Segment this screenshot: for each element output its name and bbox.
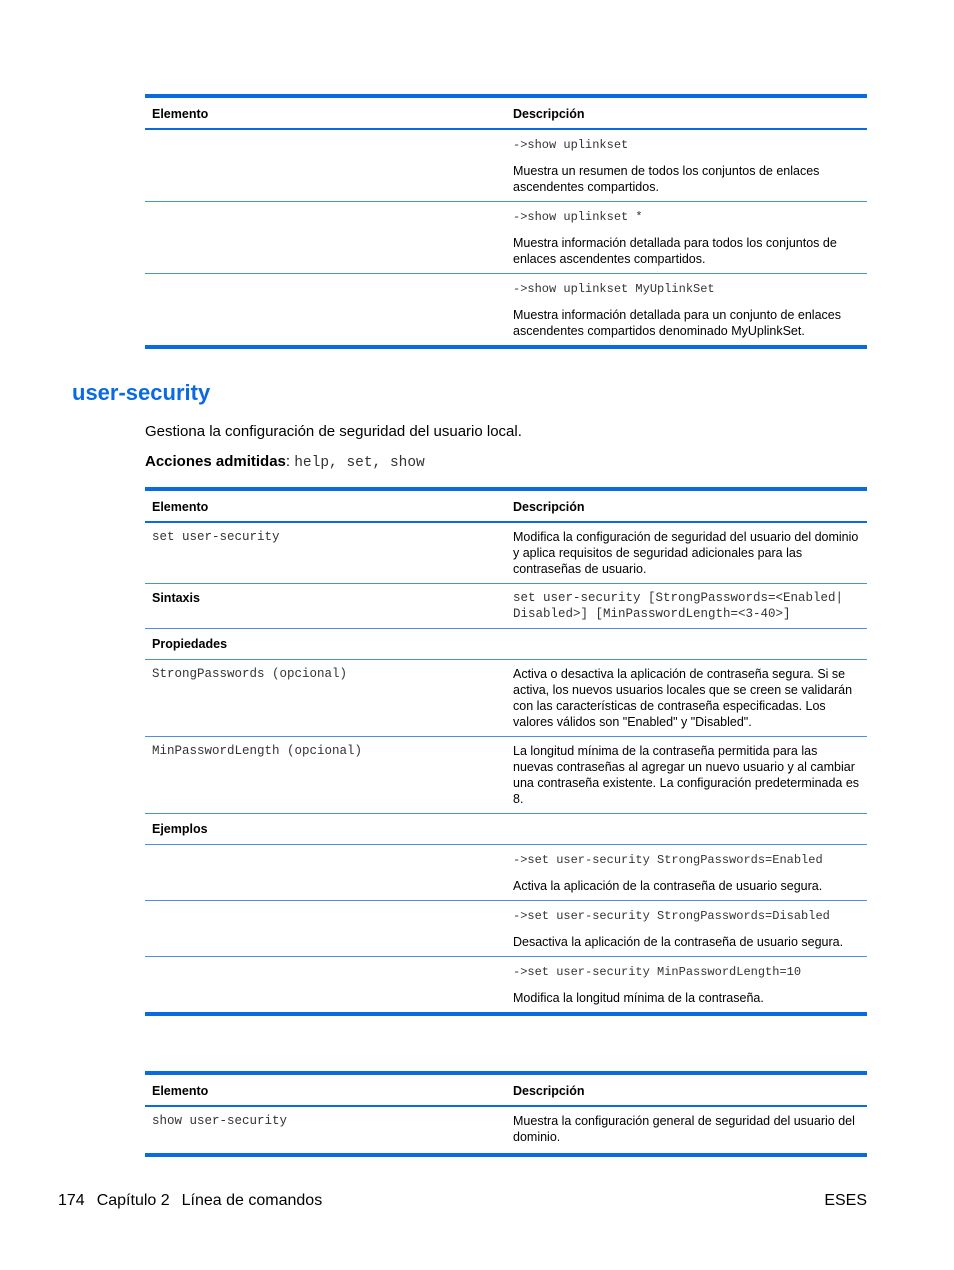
col-header-descripcion: Descripción xyxy=(506,96,867,129)
cell-descripcion xyxy=(506,901,867,957)
description-text: Desactiva la aplicación de la contraseña de usuario segura. xyxy=(513,935,844,949)
cell-empty xyxy=(145,845,506,901)
cell-elemento xyxy=(145,129,506,202)
chapter-label: Capítulo 2 xyxy=(96,1192,170,1209)
cell-empty xyxy=(506,629,867,660)
cell-elemento: MinPasswordLength (opcional) xyxy=(145,737,506,814)
command-text: ->show uplinkset MyUplinkSet xyxy=(513,282,715,296)
table-row xyxy=(145,814,867,845)
col-header-elemento: Elemento xyxy=(145,1073,506,1106)
table-row xyxy=(145,660,867,737)
cell-descripcion xyxy=(506,957,867,1015)
syntax-line: set user-security [StrongPasswords=<Enabled| xyxy=(513,591,844,605)
cell-elemento: show user-security xyxy=(145,1106,506,1155)
cell-sintaxis-label: Sintaxis xyxy=(145,584,506,629)
syntax-line: Disabled>] [MinPasswordLength=<3-40>] xyxy=(513,607,791,621)
table-row xyxy=(145,901,867,957)
cell-elemento: StrongPasswords (opcional) xyxy=(145,660,506,737)
cell-empty xyxy=(506,814,867,845)
page-number: 174 xyxy=(58,1192,85,1209)
cell-elemento xyxy=(145,202,506,274)
table-row xyxy=(145,737,867,814)
supported-actions xyxy=(145,453,425,471)
table-row xyxy=(145,129,867,202)
user-security-table xyxy=(145,487,867,1016)
col-header-elemento: Elemento xyxy=(145,489,506,522)
cell-ejemplos-label: Ejemplos xyxy=(145,814,506,845)
table-row xyxy=(145,845,867,901)
table-row xyxy=(145,202,867,274)
section-intro: Gestiona la configuración de seguridad del usuario local. xyxy=(145,423,522,440)
cell-sintaxis-value xyxy=(506,584,867,629)
col-header-descripcion: Descripción xyxy=(506,1073,867,1106)
show-user-security-table xyxy=(145,1071,867,1157)
command-text: ->set user-security StrongPasswords=Disabled xyxy=(513,909,830,923)
description-text: Activa la aplicación de la contraseña de usuario segura. xyxy=(513,879,823,893)
command-text: ->show uplinkset * xyxy=(513,210,643,224)
cell-propiedades-label: Propiedades xyxy=(145,629,506,660)
cell-descripcion xyxy=(506,202,867,274)
table-row xyxy=(145,584,867,629)
command-text: ->set user-security StrongPasswords=Enabled xyxy=(513,853,823,867)
cell-descripcion xyxy=(506,845,867,901)
command-text: ->show uplinkset xyxy=(513,138,629,152)
table-row xyxy=(145,522,867,584)
cell-empty xyxy=(145,901,506,957)
cell-descripcion xyxy=(506,274,867,348)
table-row xyxy=(145,274,867,348)
cell-descripcion xyxy=(506,129,867,202)
cell-elemento: set user-security xyxy=(145,522,506,584)
locale-code: ESES xyxy=(824,1192,867,1209)
actions-value: help, set, show xyxy=(294,455,425,471)
section-title: user-security xyxy=(72,380,211,405)
cell-elemento xyxy=(145,274,506,348)
col-header-elemento: Elemento xyxy=(145,96,506,129)
table-row xyxy=(145,957,867,1015)
col-header-descripcion: Descripción xyxy=(506,489,867,522)
description-text: Muestra información detallada para todos los conjuntos de enlaces ascendentes compartidos. xyxy=(513,236,837,266)
table-row xyxy=(145,1106,867,1155)
cell-descripcion: Activa o desactiva la aplicación de contraseña segura. Si se activa, los nuevos usuarios locales que se creen se validarán con las características de contraseña especificadas. Los valores válidos son "Enabled" y "Disabled". xyxy=(506,660,867,737)
cell-descripcion: Muestra la configuración general de seguridad del usuario del dominio. xyxy=(506,1106,867,1155)
page-footer xyxy=(58,1192,867,1210)
description-text: Modifica la longitud mínima de la contraseña. xyxy=(513,991,764,1005)
description-text: Muestra un resumen de todos los conjuntos de enlaces ascendentes compartidos. xyxy=(513,164,820,194)
actions-label: Acciones admitidas xyxy=(145,453,286,470)
description-text: Muestra información detallada para un conjunto de enlaces ascendentes compartidos denominado MyUplinkSet. xyxy=(513,308,841,338)
cell-empty xyxy=(145,957,506,1015)
uplinkset-table xyxy=(145,94,867,349)
command-text: ->set user-security MinPasswordLength=10 xyxy=(513,965,802,979)
cell-descripcion: La longitud mínima de la contraseña permitida para las nuevas contraseñas al agregar un nuevo usuario y al cambiar una contraseña existente. La configuración predeterminada es 8. xyxy=(506,737,867,814)
chapter-title: Línea de comandos xyxy=(181,1192,323,1209)
cell-descripcion: Modifica la configuración de seguridad del usuario del dominio y aplica requisitos de seguridad adicionales para las contraseñas de usuario. xyxy=(506,522,867,584)
table-row xyxy=(145,629,867,660)
actions-separator: : xyxy=(285,453,295,470)
